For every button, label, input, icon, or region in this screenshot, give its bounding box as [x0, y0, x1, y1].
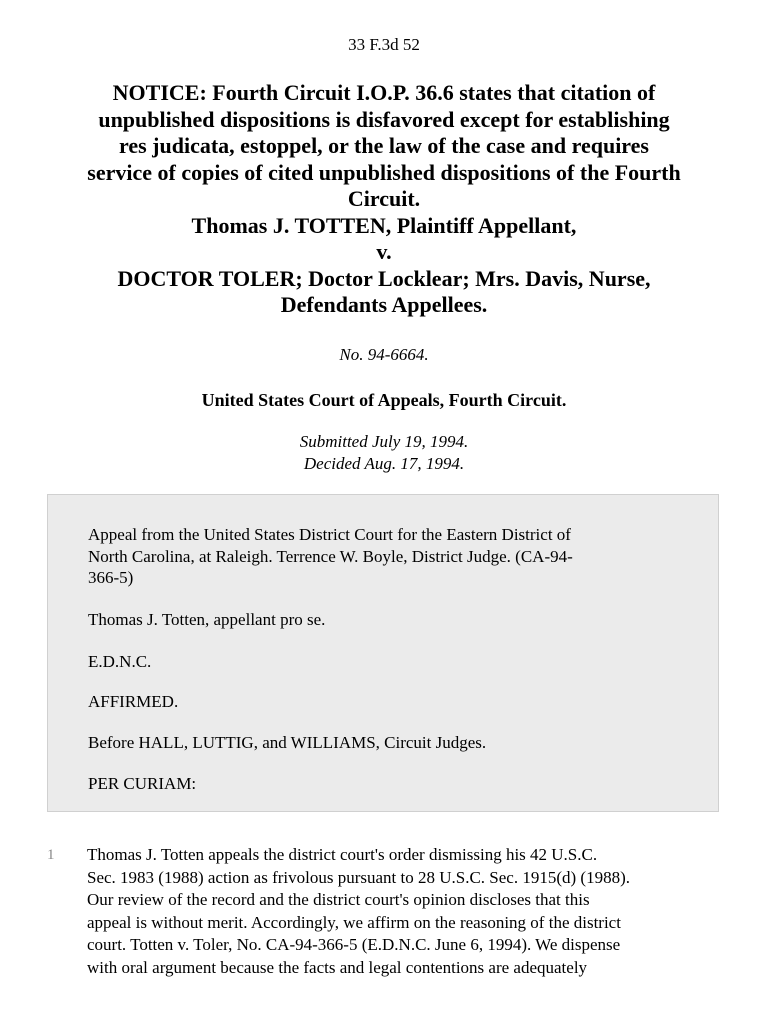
docket-number: No. 94-6664.	[339, 345, 429, 364]
panel-line: Before HALL, LUTTIG, and WILLIAMS, Circuit Judges.	[88, 733, 487, 752]
opinion-line: Our review of the record and the district court's opinion discloses that this	[87, 890, 590, 909]
notice-line: NOTICE: Fourth Circuit I.O.P. 36.6 states that citation of	[112, 80, 656, 105]
opinion-line: with oral argument because the facts and legal contentions are adequately	[87, 957, 588, 977]
appeal-paragraph	[88, 524, 688, 589]
notice-line: res judicata, estoppel, or the law of the case and requires	[118, 133, 649, 158]
case-citation: 33 F.3d 52	[348, 35, 420, 54]
versus-line: v.	[376, 239, 392, 264]
paragraph-number: 1	[47, 847, 55, 863]
counsel-line: Thomas J. Totten, appellant pro se.	[88, 610, 326, 629]
case-title-block	[40, 80, 728, 319]
per-curiam-line: PER CURIAM:	[88, 774, 197, 793]
case-dates	[0, 431, 768, 474]
appeal-line: North Carolina, at Raleigh. Terrence W. Boyle, District Judge. (CA-94-	[88, 546, 573, 566]
opinion-line: court. Totten v. Toler, No. CA-94-366-5 (E.D.N.C. June 6, 1994). We dispense	[87, 935, 621, 954]
notice-line: service of copies of cited unpublished dispositions of the Fourth	[87, 159, 681, 185]
court-name: United States Court of Appeals, Fourth Circuit.	[201, 390, 567, 410]
opinion-line: Sec. 1983 (1988) action as frivolous pursuant to 28 U.S.C. Sec. 1915(d) (1988).	[87, 867, 630, 887]
submitted-date: Submitted July 19, 1994.	[299, 432, 469, 451]
plaintiff-line: Thomas J. TOTTEN, Plaintiff Appellant,	[191, 212, 577, 238]
opinion-line: appeal is without merit. Accordingly, we affirm on the reasoning of the district	[87, 912, 621, 932]
decided-date: Decided Aug. 17, 1994.	[303, 453, 465, 473]
appeal-line: 366-5)	[88, 568, 134, 587]
notice-line: Circuit.	[347, 186, 421, 211]
paragraph-text	[87, 844, 727, 979]
notice-line: unpublished dispositions is disfavored except for establishing	[98, 106, 670, 132]
case-summary-box	[47, 494, 719, 812]
lower-court-line: E.D.N.C.	[88, 652, 152, 671]
appeal-line: Appeal from the United States District Court for the Eastern District of	[88, 525, 571, 544]
defendants-line: Defendants Appellees.	[280, 292, 488, 317]
disposition-line: AFFIRMED.	[88, 692, 179, 711]
defendants-line: DOCTOR TOLER; Doctor Locklear; Mrs. Davis, Nurse,	[117, 265, 651, 291]
opinion-line: Thomas J. Totten appeals the district court's order dismissing his 42 U.S.C.	[87, 845, 598, 864]
